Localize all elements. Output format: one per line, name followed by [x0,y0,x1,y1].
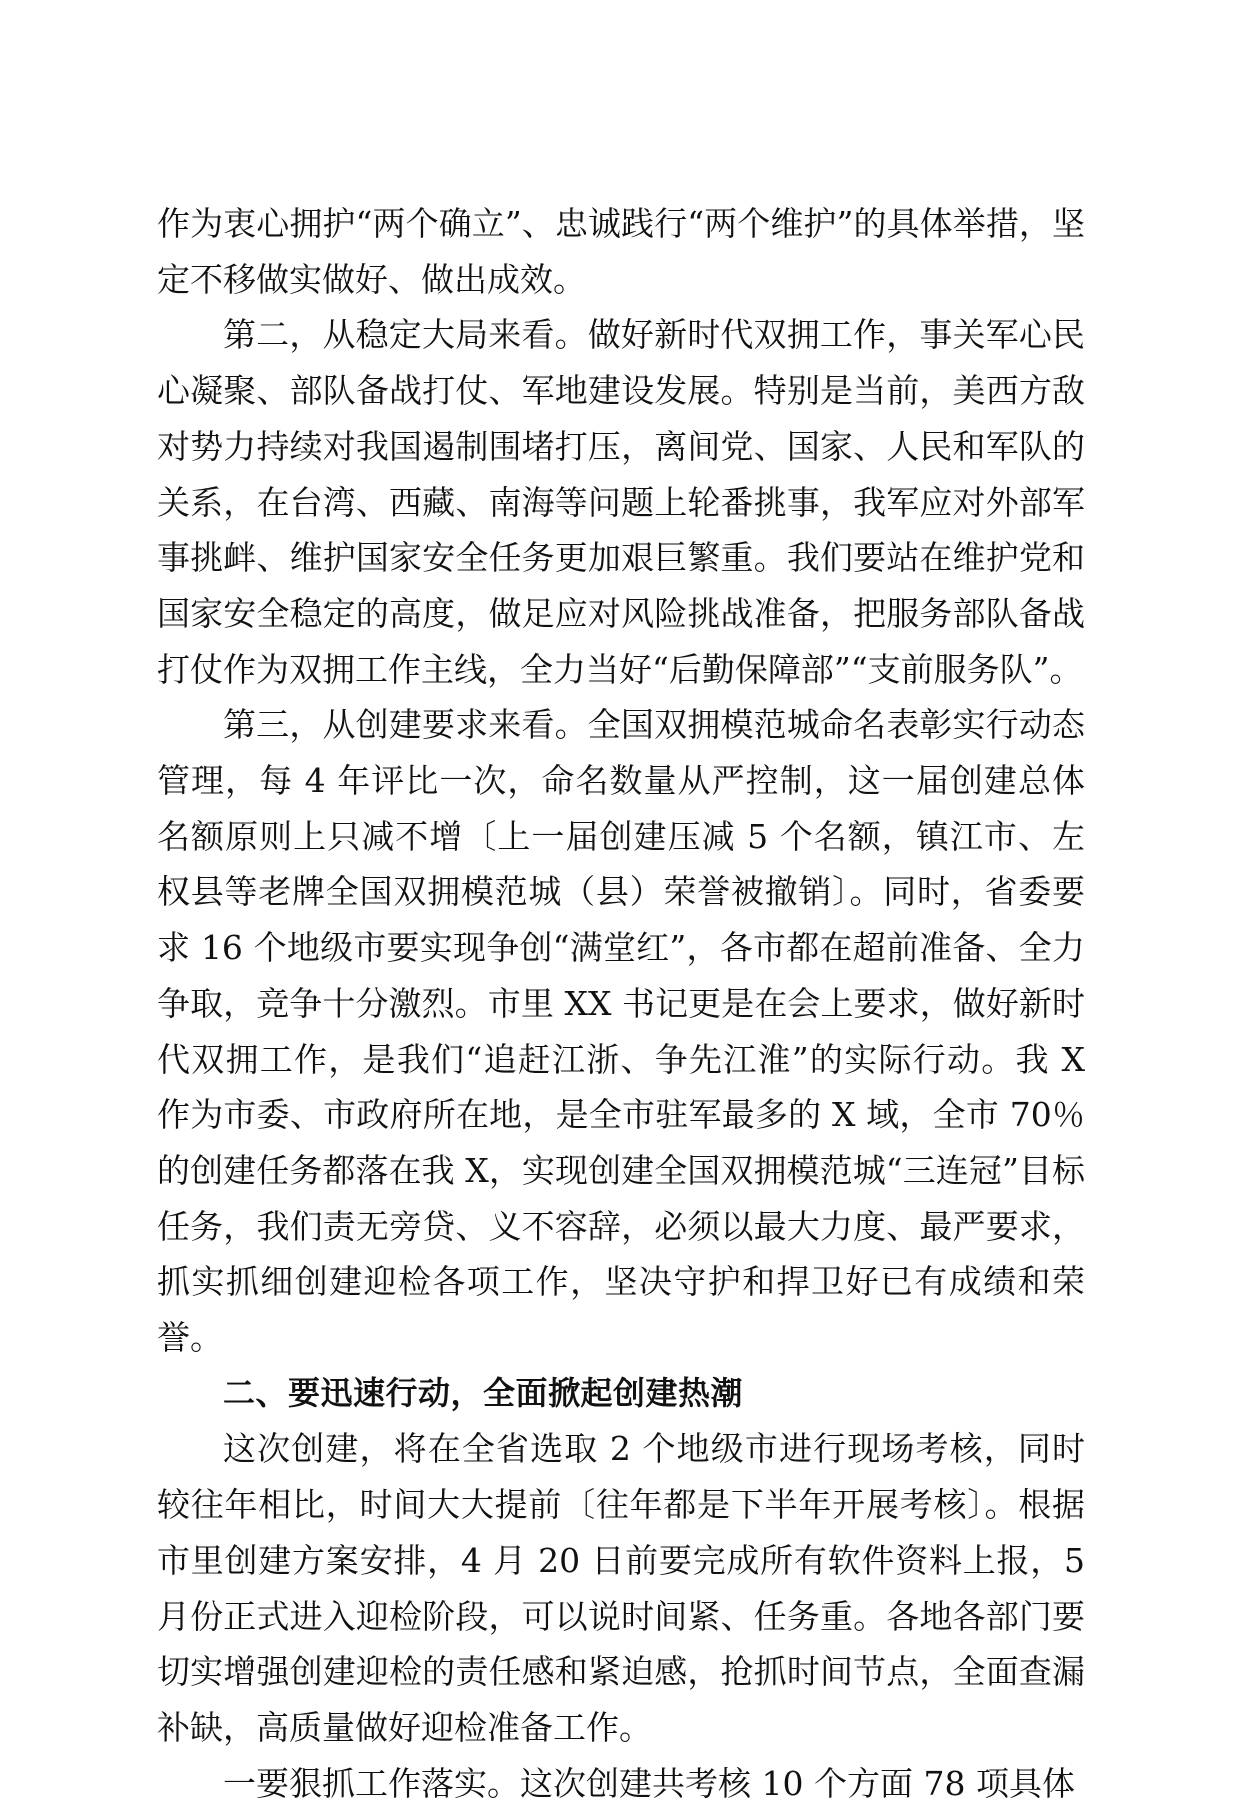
document-page [157,196,1085,1811]
paragraph-1: 作为衷心拥护“两个确立”、忠诚践行“两个维护”的具体举措，坚定不移做实做好、做出成效。 [157,204,1085,299]
section-heading: 二、要迅速行动，全面掀起创建热潮 [223,1373,744,1412]
paragraph-5: 一要狠抓工作落实。这次创建共考核 10 个方面 78 项具体 [223,1763,1075,1803]
paragraph-4: 这次创建，将在全省选取 2 个地级市进行现场考核，同时较往年相比，时间大大提前〔往年都是下半年开展考核〕。根据市里创建方案安排，4 月 20 日前要完成所有软件资料上报，5 月份正式进入迎检阶段，可以说时间紧、任务重。各地各部门要切实增强创建迎检的责任感和紧迫感，抢抓时间节点，全面查漏补缺，高质量做好迎检准备工作。 [157,1429,1085,1747]
paragraph-2: 第二，从稳定大局来看。做好新时代双拥工作，事关军心民心凝聚、部队备战打仗、军地建设发展。特别是当前，美西方敌对势力持续对我国遏制围堵打压，离间党、国家、人民和军队的关系，在台湾、西藏、南海等问题上轮番挑事，我军应对外部军事挑衅、维护国家安全任务更加艰巨繁重。我们要站在维护党和国家安全稳定的高度，做足应对风险挑战准备，把服务部队备战打仗作为双拥工作主线，全力当好“后勤保障部”“支前服务队”。 [157,315,1085,689]
paragraph-3: 第三，从创建要求来看。全国双拥模范城命名表彰实行动态管理，每 4 年评比一次，命名数量从严控制，这一届创建总体名额原则上只减不增〔上一届创建压减 5 个名额，镇江市、左权县等老牌全国双拥模范城（县）荣誉被撤销〕。同时，省委要求 16 个地级市要实现争创“满堂红”，各市都在超前准备、全力争取，竞争十分激烈。市里 XX 书记更是在会上要求，做好新时代双拥工作，是我们“追赶江浙、争先江淮”的实际行动。我 X 作为市委、市政府所在地，是全市驻军最多的 X 域，全市 70％的创建任务都落在我 X，实现创建全国双拥模范城“三连冠”目标任务，我们责无旁贷、义不容辞，必须以最大力度、最严要求，抓实抓细创建迎检各项工作，坚决守护和捍卫好已有成绩和荣誉。 [157,705,1085,1358]
